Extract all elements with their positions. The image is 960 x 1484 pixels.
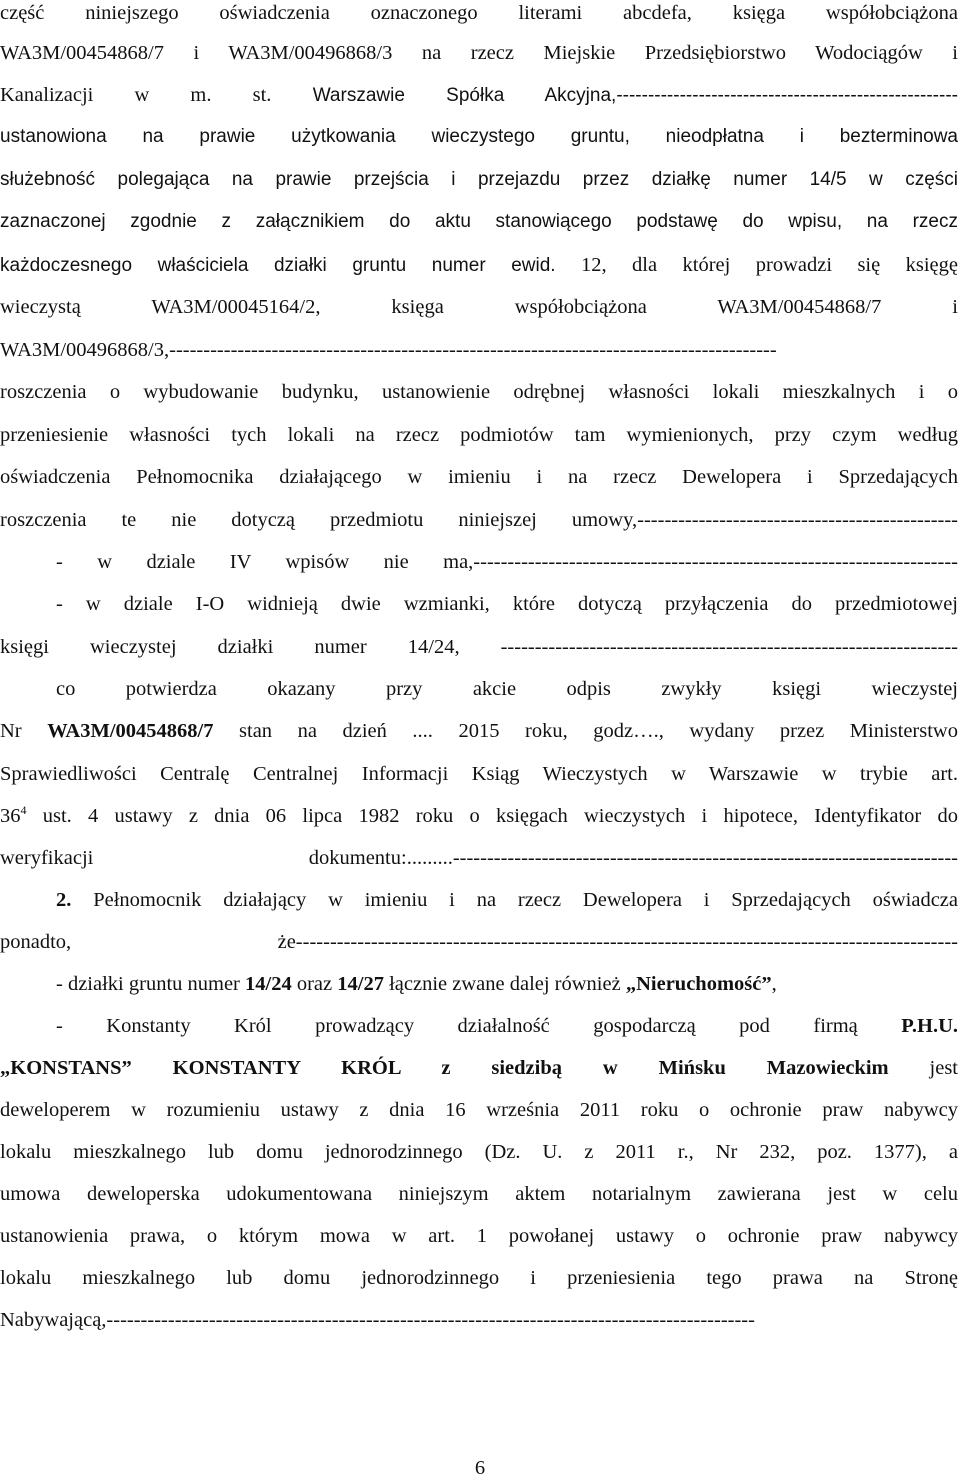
- line-text: stan na dzień .... 2015 roku, godz…., wydany przez Ministerstwo: [213, 720, 958, 742]
- text-line: [0, 583, 958, 625]
- line-text: - w dziale I-O widnieją dwie wzmianki, które dotyczą przyłączenia do przedmiotowej: [56, 593, 958, 615]
- superscript: 4: [20, 803, 27, 817]
- line-text: księgi wieczystej działki numer 14/24, -------------------------------------------------------------------: [0, 636, 958, 658]
- company-name: „KONSTANS” KONSTANTY KRÓL z siedzibą w Mińsku Mazowieckim: [0, 1057, 889, 1079]
- line-text: Nr: [0, 720, 48, 742]
- text-line: [0, 1131, 958, 1173]
- text-line: [0, 159, 958, 201]
- defined-term: „Nieruchomość”: [625, 973, 772, 995]
- line-text: oświadczenia Pełnomocnika działającego w imieniu i na rzecz Dewelopera i Sprzedających: [0, 466, 958, 488]
- text-line: [0, 32, 958, 74]
- line-text: - w dziale IV wpisów nie ma,-----------------------------------------------------------------------: [56, 551, 958, 573]
- line-text: ustanowienia prawa, o którym mowa w art. 1 powołanej ustawy o ochronie praw nabywcy: [0, 1225, 958, 1247]
- line-text: Kanalizacji w m. st.: [0, 84, 272, 106]
- line-text: WA3M/00454868/7 i WA3M/00496868/3 na rzecz Miejskie Przedsiębiorstwo Wodociągów i: [0, 42, 958, 64]
- text-line: [0, 371, 958, 413]
- text-line: [0, 456, 958, 498]
- line-text: Sprawiedliwości Centralę Centralnej Informacji Ksiąg Wieczystych w Warszawie w trybie art.: [0, 763, 958, 785]
- line-text: oraz: [291, 973, 338, 995]
- text-line: [0, 710, 958, 752]
- company-name: P.H.U.: [901, 1015, 958, 1037]
- line-text: ust. 4 ustawy z dnia 06 lipca 1982 roku o księgach wieczystych i hipotece, Identyfikator do: [26, 805, 958, 827]
- line-text: - działki gruntu numer: [56, 973, 246, 995]
- plot-number: 14/27: [337, 973, 384, 995]
- line-text: lokalu mieszkalnego lub domu jednorodzinnego (Dz. U. z 2011 r., Nr 232, poz. 1377), a: [0, 1141, 958, 1163]
- line-text: weryfikacji dokumentu:.........--------------------------------------------------------------------------: [0, 847, 958, 869]
- text-line: [0, 286, 958, 328]
- line-text: każdoczesnego właściciela działki gruntu numer ewid.: [0, 255, 556, 276]
- line-text: ustanowiona na prawie użytkowania wieczystego gruntu, nieodpłatna i bezterminowa: [0, 126, 958, 147]
- line-text: deweloperem w rozumieniu ustawy z dnia 16 września 2011 roku o ochronie praw nabywcy: [0, 1099, 958, 1121]
- line-text: co potwierdza okazany przy akcie odpis zwykły księgi wieczystej: [56, 678, 958, 700]
- text-line: [0, 201, 958, 243]
- text-line: [0, 879, 958, 921]
- text-line: [0, 753, 958, 795]
- text-line: [0, 244, 958, 286]
- text-line: [0, 837, 958, 879]
- line-text: roszczenia te nie dotyczą przedmiotu niniejszej umowy,-----------------------------------------------: [0, 509, 958, 531]
- line-text: zaznaczonej zgodnie z załącznikiem do aktu stanowiącego podstawę do wpisu, na rzecz: [0, 211, 958, 232]
- text-line: [0, 74, 958, 116]
- section-number: 2.: [56, 889, 72, 911]
- text-line: [0, 329, 958, 371]
- line-text: ,: [771, 973, 777, 995]
- line-text: Warszawie Spółka Akcyjna,------------------------------------------------------: [271, 85, 958, 106]
- text-line: [0, 626, 958, 668]
- text-line: [0, 0, 958, 34]
- text-line: [0, 668, 958, 710]
- text-line: [0, 1257, 958, 1299]
- plot-number: 14/24: [245, 973, 292, 995]
- text-line: [0, 1089, 958, 1131]
- text-line: [0, 963, 958, 1005]
- line-text: lokalu mieszkalnego lub domu jednorodzinnego i przeniesienia tego prawa na Stronę: [0, 1267, 958, 1289]
- line-text: roszczenia o wybudowanie budynku, ustanowienie odrębnej własności lokali mieszkalnych i o: [0, 381, 958, 403]
- text-line: [0, 1299, 958, 1341]
- text-line: [0, 1173, 958, 1215]
- line-text: wieczystą WA3M/00045164/2, księga współobciążona WA3M/00454868/7 i: [0, 296, 958, 318]
- text-line: [0, 795, 958, 837]
- line-text: łącznie zwane dalej również: [383, 973, 626, 995]
- text-line: [0, 499, 958, 541]
- line-text: Pełnomocnik działający w imieniu i na rzecz Dewelopera i Sprzedających oświadcza: [71, 889, 958, 911]
- line-text: umowa deweloperska udokumentowana niniejszym aktem notarialnym zawierana jest w celu: [0, 1183, 958, 1205]
- text-line: [0, 414, 958, 456]
- text-line: [0, 921, 958, 963]
- page-number: 6: [474, 1457, 486, 1479]
- line-text: część niniejszego oświadczenia oznaczonego literami abcdefa, księga współobciążona: [0, 2, 958, 24]
- text-line: [0, 1005, 958, 1047]
- line-text: WA3M/00496868/3,-----------------------------------------------------------------------------------------: [0, 339, 777, 361]
- text-line: [0, 1047, 958, 1089]
- text-line: [0, 541, 958, 583]
- text-line: [0, 116, 958, 158]
- line-text: przeniesienie własności tych lokali na rzecz podmiotów tam wymienionych, przy czym według: [0, 424, 958, 446]
- line-text: 12, dla której prowadzi się księgę: [555, 254, 958, 276]
- line-text: Nabywającą,-----------------------------------------------------------------------------------------------: [0, 1309, 755, 1331]
- text-line: [0, 1215, 958, 1257]
- line-text: 36: [0, 805, 21, 827]
- line-text: ponadto, że-------------------------------------------------------------------------------------------------: [0, 931, 958, 953]
- line-text: służebność polegająca na prawie przejścia i przejazdu przez działkę numer 14/5 w części: [0, 169, 958, 190]
- line-text: - Konstanty Król prowadzący działalność gospodarczą pod firmą: [56, 1015, 902, 1037]
- land-register-number: WA3M/00454868/7: [47, 720, 214, 742]
- line-text: jest: [888, 1057, 958, 1079]
